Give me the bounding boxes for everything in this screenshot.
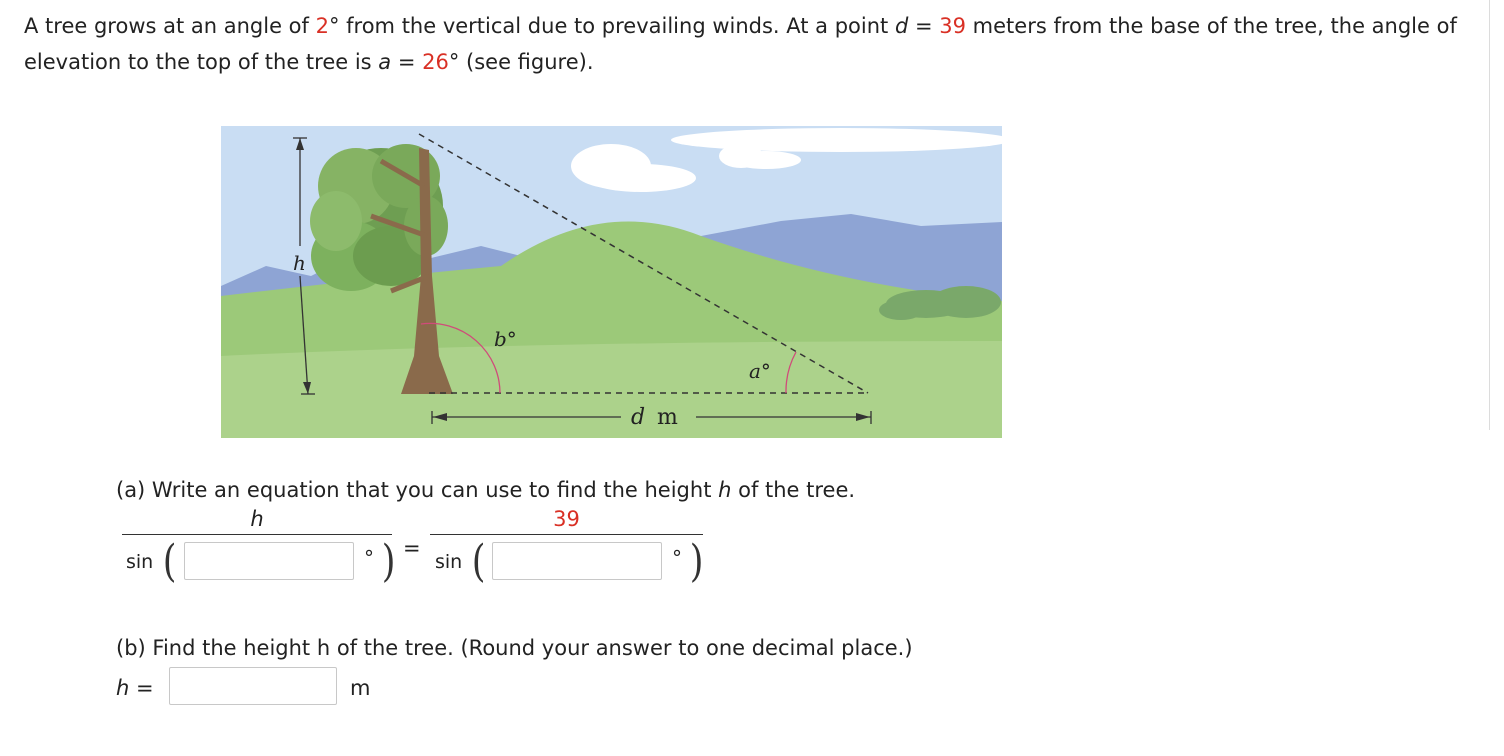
left-numerator bbox=[122, 507, 392, 531]
right-paren-close: ) bbox=[689, 536, 704, 587]
label-h: h bbox=[293, 251, 306, 275]
tree-illustration bbox=[221, 126, 1002, 438]
sin-left: sin bbox=[126, 551, 154, 573]
part-a-prompt bbox=[116, 476, 855, 504]
right-numerator: 39 bbox=[553, 507, 580, 531]
degree-left: ° bbox=[364, 546, 374, 570]
angle-input-right[interactable] bbox=[492, 542, 662, 580]
tree-figure bbox=[221, 126, 1002, 438]
given-angle-a: 26 bbox=[422, 50, 449, 74]
given-distance-d: 39 bbox=[939, 14, 966, 38]
answer-label bbox=[116, 674, 154, 702]
page-divider bbox=[1489, 0, 1490, 430]
right-fraction-bar bbox=[430, 534, 703, 535]
left-paren-close: ) bbox=[381, 536, 396, 587]
label-a: a° bbox=[749, 359, 771, 383]
left-numerator-h: h bbox=[250, 507, 264, 531]
sin-right: sin bbox=[435, 551, 463, 573]
answer-variable-h: h bbox=[116, 676, 130, 700]
answer-unit: m bbox=[350, 676, 371, 700]
right-paren-open: ( bbox=[471, 536, 486, 587]
part-a-text: of the tree. bbox=[731, 478, 856, 502]
degree-right: ° bbox=[672, 546, 682, 570]
problem-text: = bbox=[391, 50, 423, 74]
ground bbox=[221, 341, 1002, 438]
part-a-text: (a) Write an equation that you can use to find the height bbox=[116, 478, 719, 502]
variable-d: d bbox=[894, 14, 909, 38]
problem-text: meters from the base of the tree, the angle of elevation to the top of the tree is bbox=[24, 14, 1457, 74]
height-answer-input[interactable] bbox=[169, 667, 337, 705]
label-d-unit: m bbox=[657, 405, 678, 430]
problem-statement bbox=[24, 8, 1474, 80]
left-paren-open: ( bbox=[162, 536, 177, 587]
left-fraction-bar bbox=[122, 534, 392, 535]
angle-input-left[interactable] bbox=[184, 542, 354, 580]
answer-equals: = bbox=[129, 676, 154, 700]
given-angle-b: 2 bbox=[315, 14, 329, 38]
part-b-prompt: (b) Find the height h of the tree. (Round your answer to one decimal place.) bbox=[116, 636, 913, 660]
variable-h: h bbox=[718, 478, 732, 502]
problem-text: ° (see figure). bbox=[448, 50, 594, 74]
label-b: b° bbox=[494, 327, 517, 351]
equals-sign: = bbox=[403, 536, 421, 560]
problem-text: ° from the vertical due to prevailing winds. At a point bbox=[328, 14, 895, 38]
variable-a: a bbox=[378, 50, 392, 74]
label-d: d bbox=[631, 405, 646, 430]
problem-text: = bbox=[908, 14, 940, 38]
problem-text: A tree grows at an angle of bbox=[24, 14, 316, 38]
